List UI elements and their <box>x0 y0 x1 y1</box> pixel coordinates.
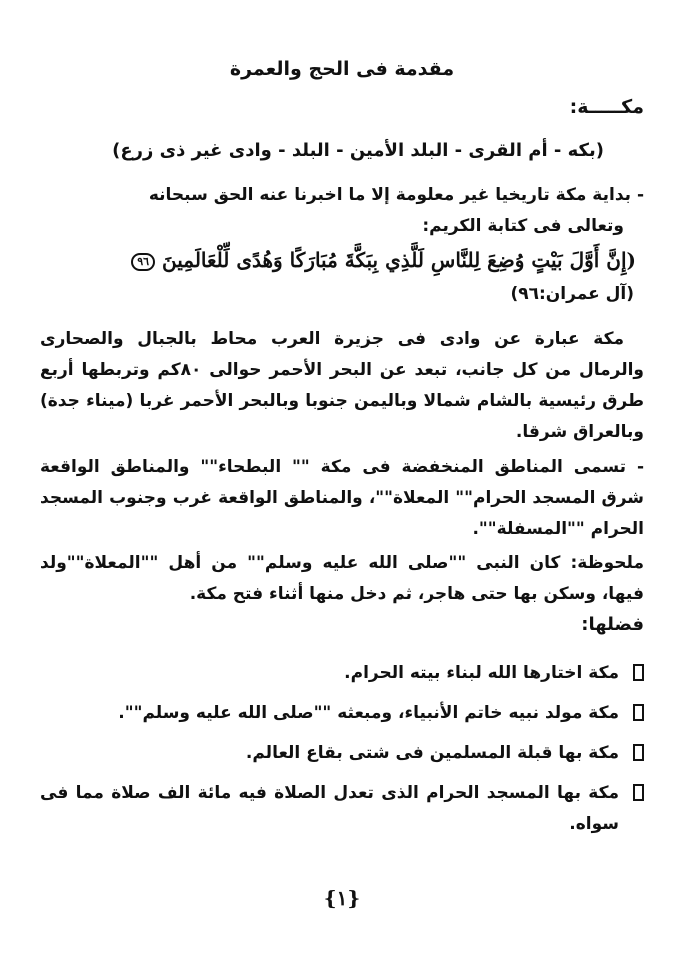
virtue-text: مكة مولد نبيه خاتم الأنبياء، ومبعثه ""صلى الله عليه وسلم"". <box>118 703 619 723</box>
history-paragraph <box>40 180 644 242</box>
verse-number-mark: ٩٦ <box>131 253 155 271</box>
makkah-heading: مكـــــة: <box>569 96 644 118</box>
areas-paragraph: - تسمى المناطق المنخفضة فى مكة "" البطحاء"" والمناطق الواقعة شرق المسجد الحرام"" المعلاة""، والمناطق الواقعة غرب وجنوب المسجد الحرام ""المسفلة"". <box>40 457 644 539</box>
virtue-text: مكة بها المسجد الحرام الذى تعدل الصلاة فيه مائة الف صلاة مما فى سواه. <box>40 783 619 834</box>
page-title: مقدمة فى الحج والعمرة <box>229 58 455 80</box>
note-paragraph: ملحوظة: كان النبى ""صلى الله عليه وسلم"" من أهل ""المعلاة""ولد فيها، وسكن بها حتى هاجر، ثم دخل منها أثناء فتح مكة. <box>40 553 644 604</box>
virtue-text: مكة اختارها الله لبناء بيته الحرام. <box>344 663 619 683</box>
quran-verse <box>40 244 636 276</box>
history-line-1: - بداية مكة تاريخيا غير معلومة إلا ما اخبرنا عنه الحق سبحانه <box>148 185 644 205</box>
virtue-item <box>40 698 644 729</box>
makkah-names: (بكه - أم القرى - البلد الأمين - البلد - وادى غير ذى زرع) <box>112 140 604 161</box>
page-number: {١} <box>323 886 361 910</box>
checkbox-icon <box>633 744 644 761</box>
verse-reference: (آل عمران:٩٦) <box>510 284 634 304</box>
checkbox-icon <box>633 784 644 801</box>
verse-text: (إِنَّ أَوَّلَ بَيْتٍ وُضِعَ لِلنَّاسِ لَلَّذِي بِبَكَّةَ مُبَارَكًا وَهُدًى لِّلْعَالَمِينَ <box>162 248 636 272</box>
virtue-item <box>40 778 644 840</box>
virtue-text: مكة بها قبلة المسلمين فى شتى بقاع العالم. <box>245 743 619 763</box>
checkbox-icon <box>633 704 644 721</box>
virtues-heading: فضلها: <box>581 614 644 635</box>
virtue-item <box>40 658 644 689</box>
history-line-2: وتعالى فى كتابة الكريم: <box>422 216 624 236</box>
checkbox-icon <box>633 664 644 681</box>
virtue-item <box>40 738 644 769</box>
geography-paragraph: مكة عبارة عن وادى فى جزيرة العرب محاط بالجبال والصحارى والرمال من كل جانب، تبعد عن البحر الأحمر حوالى ٨٠كم وتربطها أربع طرق رئيسية بالشام شمالا وباليمن جنوبا وبالبحر الأحمر غربا (ميناء جدة) وبالعراق شرقا. <box>40 329 644 442</box>
